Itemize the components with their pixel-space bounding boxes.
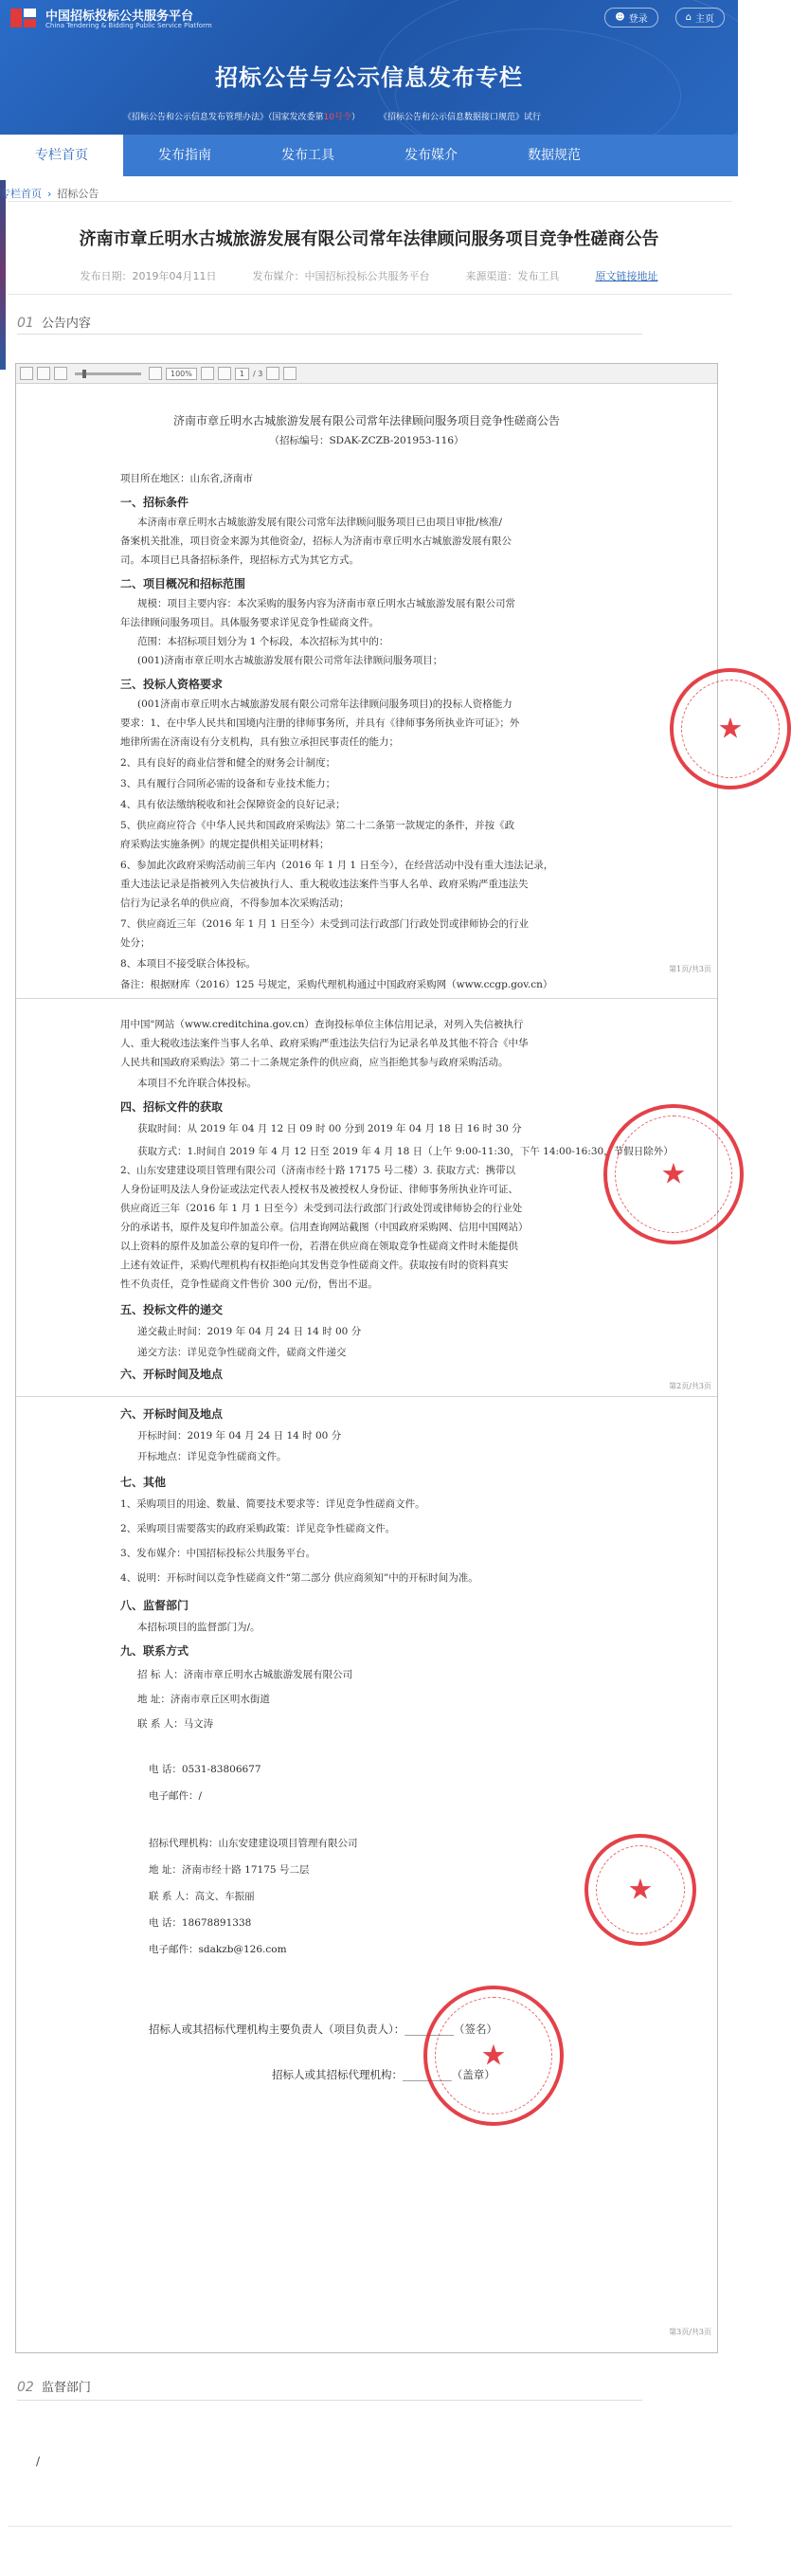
page-input[interactable]: 1 [235,368,249,380]
doc-title: 济南市章丘明水古城旅游发展有限公司常年法律顾问服务项目竞争性磋商公告 [172,414,560,427]
doc-line: 3、发布媒介：中国招标投标公共服务平台。 [120,1548,316,1559]
platform-logo-icon[interactable] [9,6,38,30]
doc-line: 4、具有依法缴纳税收和社会保障资金的良好记录； [120,799,346,810]
zoom-level[interactable]: 100% [166,368,197,380]
platform-name[interactable]: 中国招标投标公共服务平台 [45,9,194,24]
next-page-icon[interactable] [218,367,231,380]
doc-line: 地 址：济南市经十路 17175 号二层 [149,1864,310,1876]
doc-line: 获取时间：从 2019 年 04 月 12 日 09 时 00 分到 2019 年 04 月 18 日 16 时 30 分 [137,1123,522,1134]
page-number: 第3页/共3页 [669,2328,711,2336]
notice-bar [123,110,541,122]
official-seal-icon: ★ [670,668,791,789]
doc-line: 人民共和国政府采购法》第二十二条规定条件的供应商，应当拒绝其参与政府采购活动。 [120,1057,509,1068]
doc-line: 用中国"网站（www.creditchina.gov.cn）查询投标单位主体信用记录，对列入失信被执行 [120,1019,524,1030]
doc-line: 以上资料的原件及加盖公章的复印件一份，若潜在供应商在领取竞争性磋商文件时未能提供 [120,1241,518,1252]
page-separator [16,1396,717,1397]
doc-line: 电子邮件：sdakzb@126.com [149,1944,287,1955]
doc-line: 年法律顾问服务项目。具体服务要求详见竞争性磋商文件。 [120,617,379,628]
article-title: 济南市章丘明水古城旅游发展有限公司常年法律顾问服务项目竞争性磋商公告 [79,229,659,249]
doc-line: 电子邮件：/ [149,1790,203,1802]
official-seal-icon: ★ [584,1834,696,1946]
prev-page-icon[interactable] [201,367,214,380]
zoom-slider[interactable] [75,372,141,375]
doc-line: 人身份证明及法人身份证或法定代表人授权书及被授权人身份证、律师事务所执业许可证、 [120,1184,518,1195]
doc-line: 2、具有良好的商业信誉和健全的财务会计制度； [120,757,336,769]
doc-line: 6、参加此次政府采购活动前三年内（2016 年 1 月 1 日至今），在经营活动中没有重大违法记录， [120,860,554,871]
doc-line: 递交方法：详见竞争性磋商文件，磋商文件递交 [137,1347,347,1358]
section-header-supervision [17,2377,91,2395]
doc-line: 性不负责任，竞争性磋商文件售价 300 元/份，售出不退。 [120,1279,378,1290]
last-page-icon[interactable] [283,367,297,380]
doc-line: 7、供应商近三年（2016 年 1 月 1 日至今）未受到司法行政部门行政处罚或律师协会的行业 [120,918,529,930]
doc-line: 分的承诺书，原件及复印件加盖公章。信用查询网站截图（中国政府采购网、信用中国网站） [120,1222,529,1233]
doc-line: 本招标项目的监督部门为/。 [137,1622,261,1633]
doc-line: 电 话：18678891338 [149,1917,252,1929]
source-link[interactable]: 原文链接地址 [595,270,658,282]
doc-line: 递交截止时间：2019 年 04 月 24 日 14 时 00 分 [137,1326,362,1337]
doc-line: 联 系 人：高文、车振丽 [149,1891,255,1902]
supervision-value: / [36,2455,41,2468]
banner-title: 招标公告与公示信息发布专栏 [215,64,523,91]
doc-line: 府采购法实施条例》的规定提供相关证明材料； [120,839,330,850]
login-button[interactable] [604,8,657,27]
doc-signature-line: 招标人或其招标代理机构主要负责人（项目负责人）：_________（签名） [149,2023,497,2036]
divider [8,201,732,202]
doc-line: 联 系 人：马文涛 [137,1718,214,1730]
nav-data-spec[interactable]: 数据规范 [528,148,581,163]
doc-line: 规模：项目主要内容：本次采购的服务内容为济南市章丘明水古城旅游发展有限公司常 [137,598,515,609]
doc-heading: 五、投标文件的递交 [120,1303,224,1316]
doc-heading: 六、开标时间及地点 [120,1368,224,1381]
doc-line: 获取方式：1.时间自 2019 年 4 月 12 日至 2019 年 4 月 18 日（上午 9:00-11:30，下午 14:00-16:30，节假日除外） [137,1146,674,1157]
doc-line: 招标代理机构：山东安建建设项目管理有限公司 [149,1838,358,1849]
doc-line: (001济南市章丘明水古城旅游发展有限公司常年法律顾问服务项目)的投标人资格能力 [137,698,512,710]
publish-media: 发布媒介：中国招标投标公共服务平台 [252,270,430,282]
doc-line: 备注：根据财库（2016）125 号规定，采购代理机构通过中国政府采购网（www.ccgp.gov.cn） [120,979,553,990]
main-nav [0,135,738,176]
doc-line: 备案机关批准，项目资金来源为其他资金/，招标人为济南市章丘明水古城旅游发展有限公 [120,535,512,547]
pdf-document [16,384,744,2352]
breadcrumb-current: 招标公告 [57,188,99,200]
print-icon[interactable] [20,367,33,380]
doc-line: 电 话：0531-83806677 [149,1764,261,1775]
doc-line: 司。本项目已具备招标条件，现招标方式为其它方式。 [120,554,359,566]
doc-location: 项目所在地区：山东省,济南市 [120,473,253,484]
divider [17,2400,642,2401]
doc-heading: 九、联系方式 [120,1644,189,1658]
doc-heading: 二、项目概况和招标范围 [120,577,246,590]
doc-line: 本济南市章丘明水古城旅游发展有限公司常年法律顾问服务项目已由项目审批/核准/ [137,517,503,528]
first-page-icon[interactable] [266,367,279,380]
doc-line: 1、采购项目的用途、数量、简要技术要求等：详见竞争性磋商文件。 [120,1498,425,1510]
divider [17,334,642,335]
site-header [0,0,738,135]
page-number: 第2页/共3页 [669,1382,711,1390]
doc-line: 要求：1、在中华人民共和国境内注册的律师事务所，并具有《律师事务所执业许可证》；外 [120,717,520,729]
doc-line: 4、说明：开标时间以竞争性磋商文件“第二部分 供应商须知”中的开标时间为准。 [120,1572,478,1584]
section-header-content [17,313,91,331]
doc-seal-line: 招标人或其招标代理机构：_________（盖章） [272,2068,495,2081]
doc-line: 地律所需在济南设有分支机构，具有独立承担民事责任的能力； [120,736,399,748]
pdf-toolbar [16,364,717,384]
doc-line: 处分； [120,937,151,949]
user-icon: ☻ [615,12,625,23]
doc-line: 本项目不允许联合体投标。 [137,1078,257,1089]
doc-line: 开标时间：2019 年 04 月 24 日 14 时 00 分 [137,1430,342,1442]
login-label: 登录 [628,14,648,25]
doc-line: 人、重大税收违法案件当事人名单、政府采购严重违法失信行为记录名单及其他不符合《中华 [120,1038,529,1049]
breadcrumb-separator: › [47,187,52,200]
doc-line: (001)济南市章丘明水古城旅游发展有限公司常年法律顾问服务项目； [137,655,443,666]
section-label: 公告内容 [41,317,91,331]
doc-code: （招标编号：SDAK-ZCZB-201953-116） [269,435,464,446]
notice-link-1[interactable]: 《招标公告和公示信息发布管理办法》（国家发改委第10号令） [123,113,360,122]
doc-line: 信行为记录名单的供应商，不得参加本次采购活动； [120,898,350,909]
official-seal-icon: ★ [423,1986,564,2126]
pdf-viewer[interactable] [15,363,744,2353]
doc-line: 供应商近三年（2016 年 1 月 1 日至今）未受到司法行政部门行政处罚或律师协会的行业处 [120,1203,523,1214]
zoom-out-icon[interactable] [54,367,67,380]
home-icon: ⌂ [685,12,692,23]
nav-home[interactable]: 专栏首页 [0,135,123,176]
section-number: 02 [17,2380,34,2395]
page-separator [16,998,717,999]
doc-heading: 七、其他 [120,1476,167,1489]
doc-line: 3、具有履行合同所必需的设备和专业技术能力； [120,778,336,789]
article-meta [0,268,738,283]
doc-line: 开标地点：详见竞争性磋商文件。 [137,1451,287,1462]
source-channel: 来源渠道：发布工具 [465,270,560,282]
notice-link-2[interactable]: 《招标公告和公示信息数据接口规范》试行 [378,113,541,122]
save-icon[interactable] [37,367,50,380]
nav-guide[interactable]: 发布指南 [158,148,211,163]
doc-heading: 一、招标条件 [120,496,189,509]
breadcrumb [0,186,99,201]
page-number: 第1页/共3页 [669,965,711,973]
doc-line: 8、本项目不接受联合体投标。 [120,958,257,970]
doc-line: 5、供应商应符合《中华人民共和国政府采购法》第二十二条第一款规定的条件，并按《政 [120,820,515,831]
platform-name-en: China Tendering & Bidding Public Service Platform [45,22,212,29]
official-seal-icon: ★ [603,1104,744,1244]
doc-heading: 四、招标文件的获取 [120,1100,224,1114]
page-count: / 3 [252,369,263,378]
doc-line: 招 标 人：济南市章丘明水古城旅游发展有限公司 [137,1669,353,1680]
nav-media[interactable]: 发布媒介 [404,148,458,163]
doc-heading: 八、监督部门 [120,1599,189,1612]
doc-line: 地 址：济南市章丘区明水街道 [137,1694,270,1705]
doc-heading: 六、开标时间及地点 [120,1407,224,1421]
divider [8,294,732,295]
doc-line: 2、山东安建建设项目管理有限公司（济南市经十路 17175 号二楼）3. 获取方式：携带以 [120,1165,516,1176]
section-label: 监督部门 [41,2381,91,2395]
home-button[interactable] [675,8,725,27]
divider [8,2526,732,2527]
zoom-in-icon[interactable] [149,367,162,380]
breadcrumb-home[interactable]: 专栏首页 [0,188,42,200]
doc-line: 上述有效证件，采购代理机构有权拒绝向其发售竞争性磋商文件。获取按有时的资料真实 [120,1260,509,1271]
publish-date: 发布日期：2019年04月11日 [80,270,217,282]
section-number: 01 [17,316,34,331]
doc-line: 重大违法记录是指被列入失信被执行人、重大税收违法案件当事人名单、政府采购严重违法失 [120,879,529,890]
doc-heading: 三、投标人资格要求 [120,678,224,691]
home-label: 主页 [695,14,714,25]
doc-line: 2、采购项目需要落实的政府采购政策：详见竞争性磋商文件。 [120,1523,396,1534]
nav-tools[interactable]: 发布工具 [281,148,334,163]
doc-line: 范围：本招标项目划分为 1 个标段，本次招标为其中的： [137,636,389,647]
